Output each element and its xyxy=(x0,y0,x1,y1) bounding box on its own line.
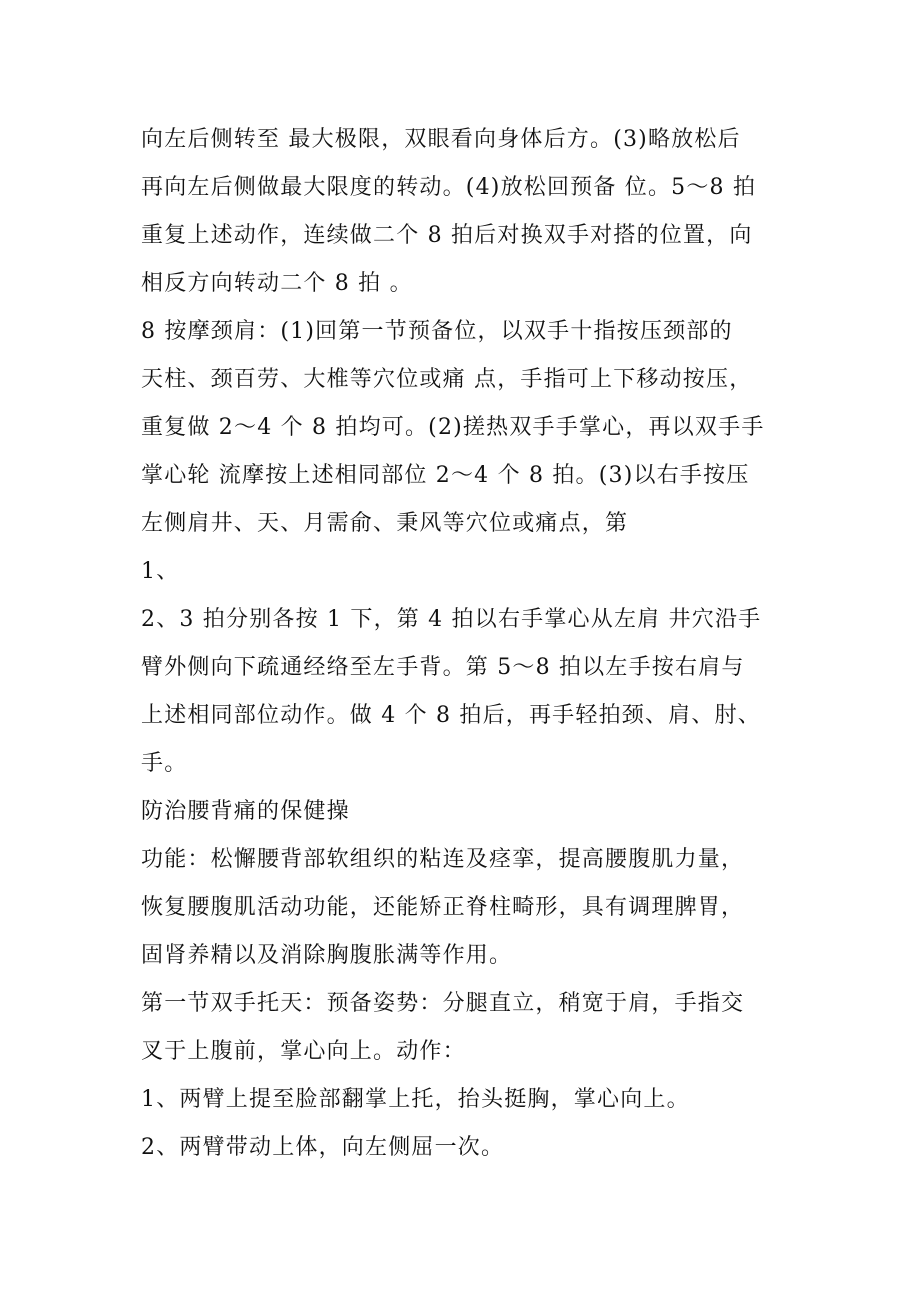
text-line: 1、 xyxy=(141,559,180,584)
text-line: 重复上述动作，连续做二个 8 拍后对换双手对搭的位置，向 xyxy=(141,223,753,248)
text-line: 叉于上腹前，掌心向上。动作： xyxy=(141,1039,466,1064)
text-line: 手。 xyxy=(141,751,188,776)
text-line: 1、两臂上提至脸部翻掌上托，抬头挺胸，掌心向上。 xyxy=(141,1087,690,1112)
text-line: 上述相同部位动作。做 4 个 8 拍后，再手轻拍颈、肩、肘、 xyxy=(141,703,761,728)
text-line: 天柱、颈百劳、大椎等穴位或痛 点，手指可上下移动按压， xyxy=(141,367,753,392)
text-line: 相反方向转动二个 8 拍 。 xyxy=(141,271,413,296)
text-line: 功能：松懈腰背部软组织的粘连及痉挛，提高腰腹肌力量， xyxy=(141,847,745,872)
text-line: 第一节双手托天：预备姿势：分腿直立，稍宽于肩，手指交 xyxy=(141,991,745,1016)
text-line: 固肾养精以及消除胸腹胀满等作用。 xyxy=(141,943,513,968)
text-line: 再向左后侧做最大限度的转动。(4)放松回预备 位。5～8 拍 xyxy=(141,175,757,200)
section-heading: 防治腰背痛的保健操 xyxy=(141,799,350,824)
text-line: 2、3 拍分别各按 1 下，第 4 拍以右手掌心从左肩 井穴沿手 xyxy=(141,607,762,632)
text-line: 向左后侧转至 最大极限，双眼看向身体后方。(3)略放松后 xyxy=(141,127,741,152)
text-line: 掌心轮 流摩按上述相同部位 2～4 个 8 拍。(3)以右手按压 xyxy=(141,463,750,488)
text-line: 臂外侧向下疏通经络至左手背。第 5～8 拍以左手按右肩与 xyxy=(141,655,745,680)
text-line: 左侧肩井、天、月需俞、秉风等穴位或痛点，第 xyxy=(141,511,629,536)
text-line: 8 按摩颈肩：(1)回第一节预备位，以双手十指按压颈部的 xyxy=(141,319,733,344)
text-line: 2、两臂带动上体，向左侧屈一次。 xyxy=(141,1135,505,1160)
text-line: 恢复腰腹肌活动功能，还能矫正脊柱畸形，具有调理脾胃， xyxy=(141,895,745,920)
document-body xyxy=(141,116,801,1172)
text-line: 重复做 2～4 个 8 拍均可。(2)搓热双手手掌心，再以双手手 xyxy=(141,415,765,440)
